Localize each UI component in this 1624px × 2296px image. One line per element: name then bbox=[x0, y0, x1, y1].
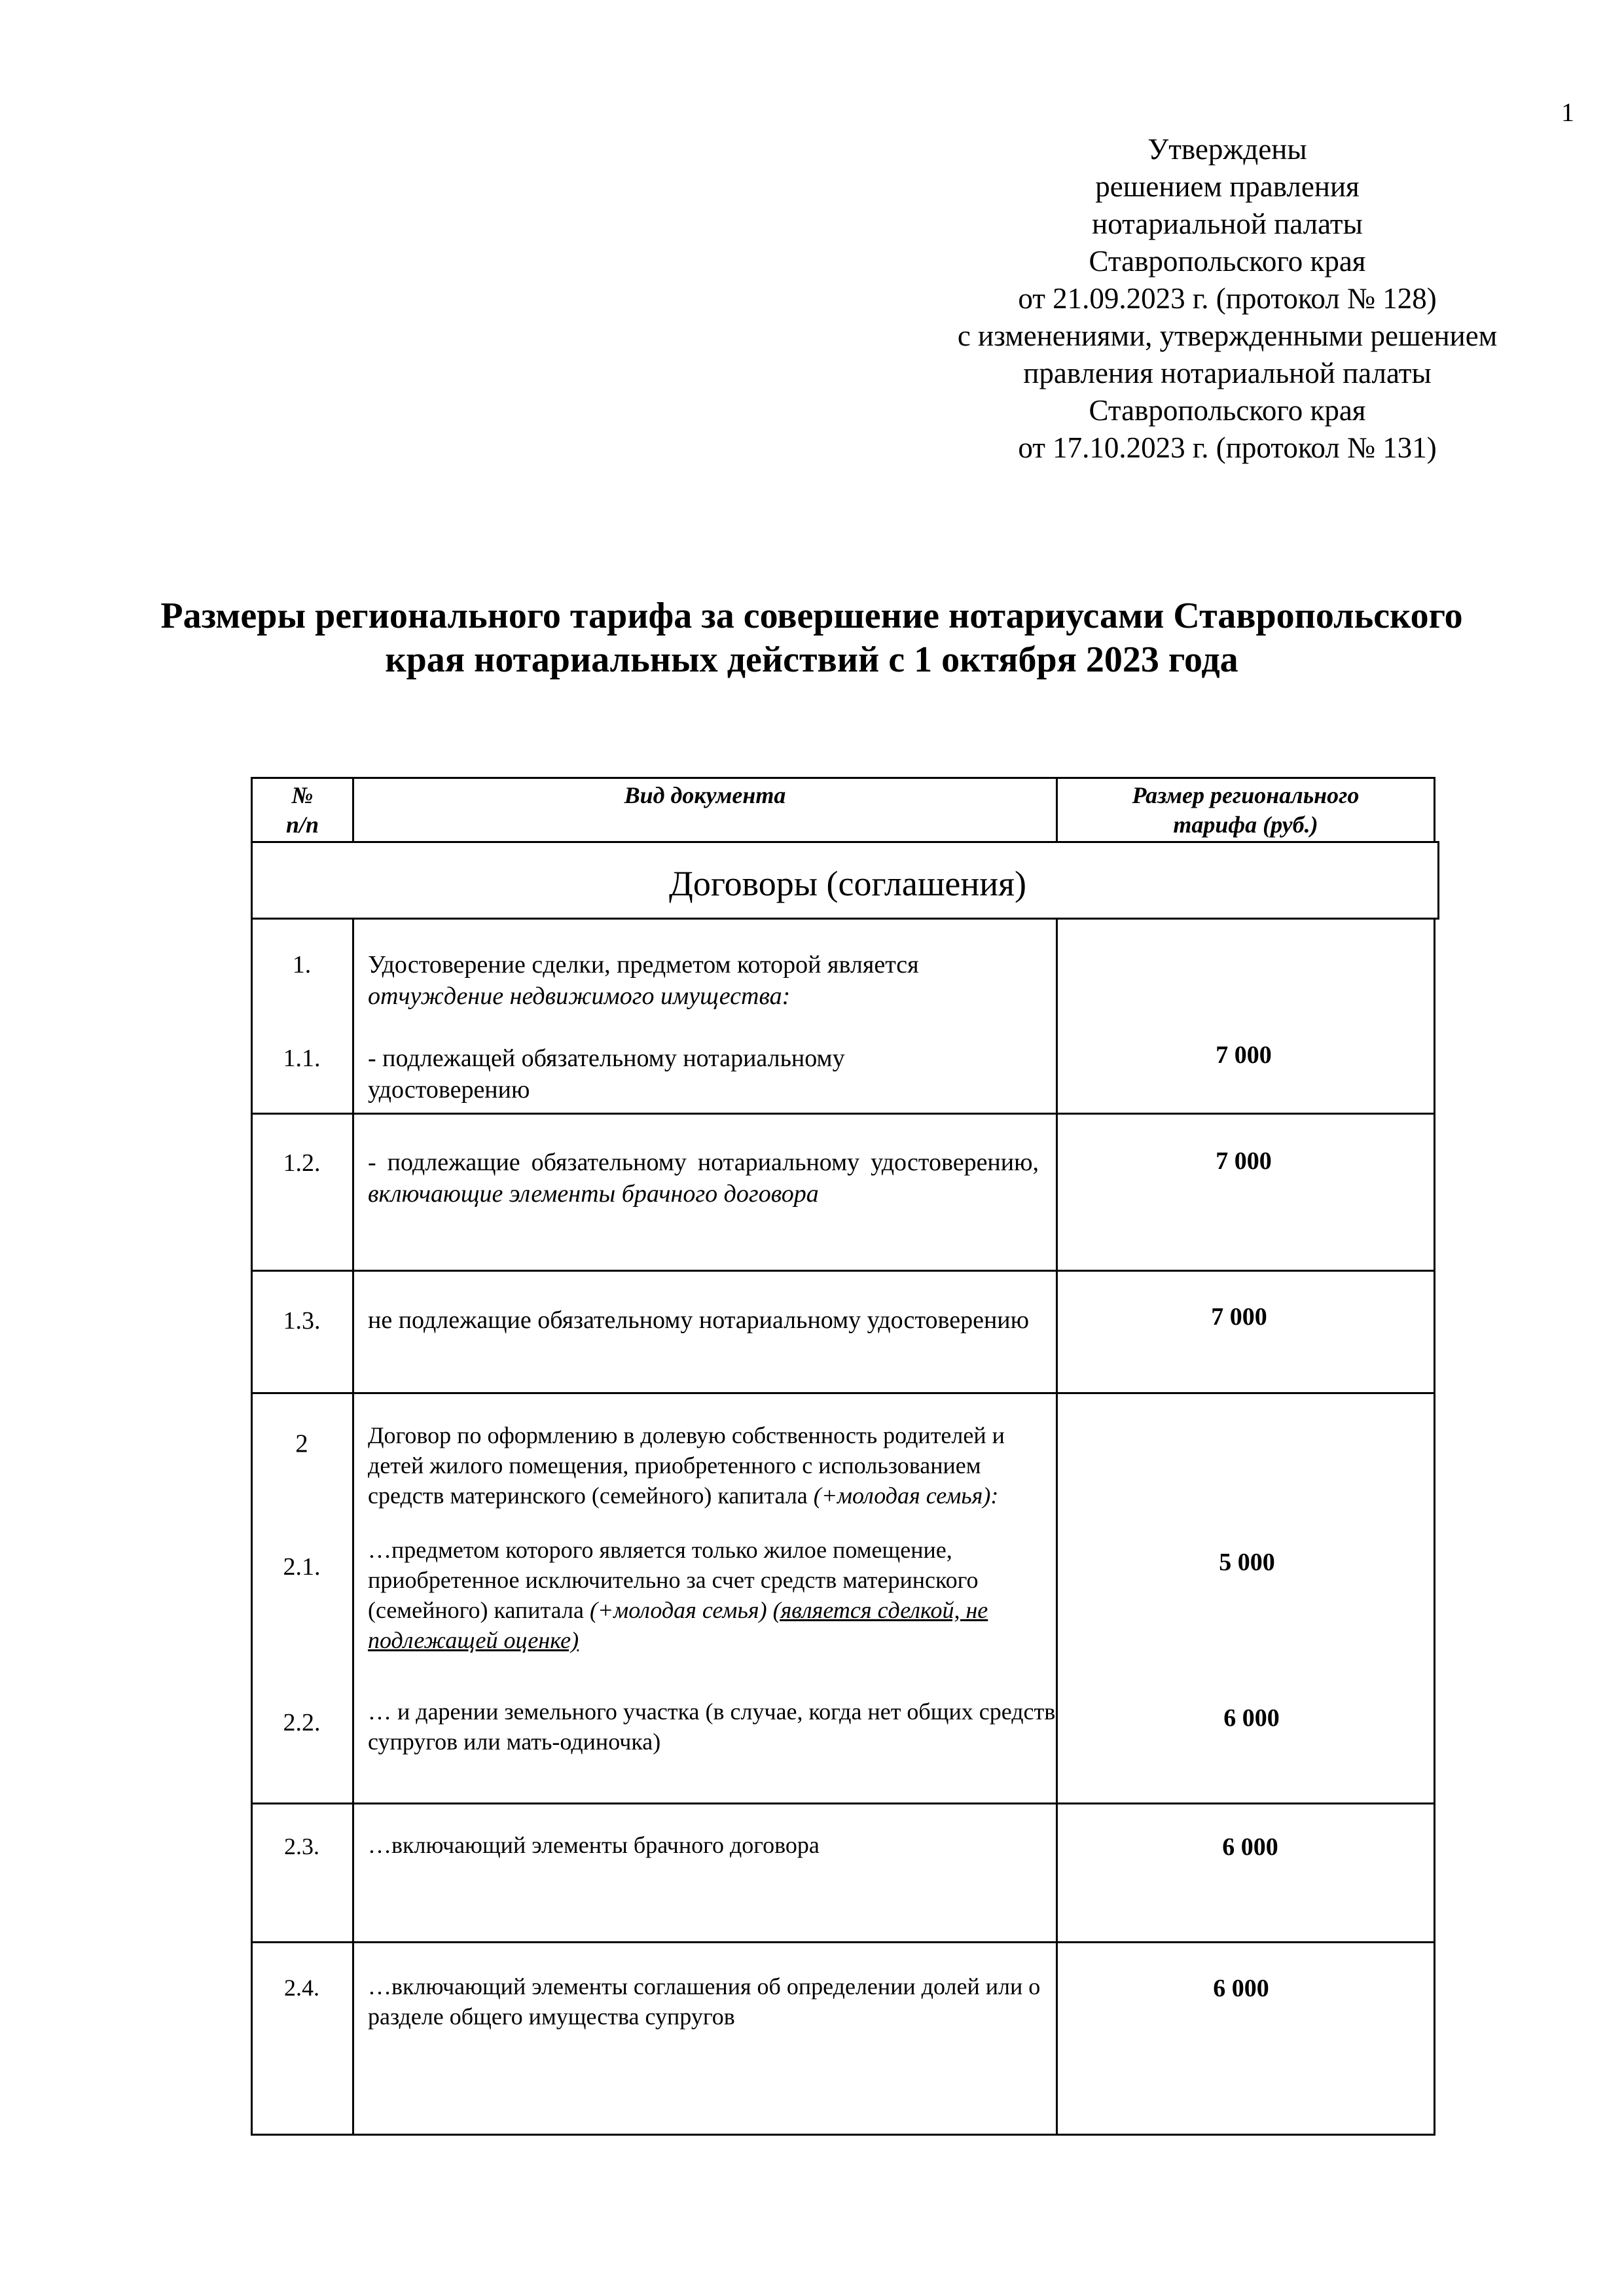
row-num: 1. bbox=[292, 951, 312, 978]
approval-line: Утверждены bbox=[1147, 133, 1307, 166]
row-num: 2.4. bbox=[284, 1975, 319, 2001]
row-text-plain: Договор по оформлению в долевую собственность родителей и детей жилого помещения, приобретенного с использованием средств материнского (семейного) капитала bbox=[368, 1422, 1005, 1509]
row-num: 1.3. bbox=[283, 1307, 321, 1335]
row-text: не подлежащие обязательному нотариальному удостоверению bbox=[368, 1306, 1030, 1334]
header-num-line1: № bbox=[291, 782, 314, 808]
row-num: 2 bbox=[295, 1429, 308, 1458]
tariff-value: 6 000 bbox=[1223, 1704, 1280, 1732]
row-num: 1.1. bbox=[283, 1045, 321, 1072]
table-border bbox=[251, 918, 1439, 920]
header-doc: Вид документа bbox=[624, 782, 786, 808]
row-text-plain: - подлежащие обязательному нотариальному удостоверению, bbox=[368, 1149, 1039, 1176]
tariff-value: 7 000 bbox=[1216, 1147, 1272, 1175]
header-num bbox=[253, 781, 352, 840]
title-line-2: края нотариальных действий с 1 октября 2023 года bbox=[385, 639, 1238, 680]
row-text-italic: (+молодая семья): bbox=[813, 1482, 999, 1509]
row-text bbox=[368, 1535, 1062, 1655]
row-text: …включающий элементы соглашения об определении долей или о разделе общего имущества супругов bbox=[368, 1973, 1041, 2030]
table-border bbox=[251, 841, 1439, 843]
approval-line: Ставропольского края bbox=[1089, 245, 1366, 278]
approval-line: с изменениями, утвержденными решением bbox=[957, 319, 1498, 352]
approval-line: от 21.09.2023 г. (протокол № 128) bbox=[1018, 282, 1437, 315]
table-border bbox=[251, 1941, 1435, 1943]
row-text-italic: включающие элементы брачного договора bbox=[368, 1180, 819, 1208]
approval-line: Ставропольского края bbox=[1089, 394, 1366, 427]
approval-line: решением правления bbox=[1095, 170, 1360, 203]
header-tariff-line1: Размер регионального bbox=[1132, 782, 1360, 808]
title-line-1: Размеры регионального тарифа за совершение нотариусами Ставропольского bbox=[160, 596, 1463, 636]
row-num: 2.1. bbox=[283, 1553, 321, 1581]
approval-line: нотариальной палаты bbox=[1092, 207, 1363, 240]
page-number: 1 bbox=[1561, 98, 1574, 127]
table-border bbox=[251, 1113, 1435, 1115]
tariff-value: 7 000 bbox=[1216, 1041, 1272, 1069]
row-text-plain: Удостоверение сделки, предметом которой является bbox=[368, 951, 919, 978]
header-num-line2: п/п bbox=[285, 812, 319, 838]
table-border bbox=[251, 1803, 1435, 1804]
row-text: …включающий элементы брачного договора bbox=[368, 1832, 820, 1858]
row-text: - подлежащей обязательному нотариальному удостоверению bbox=[368, 1045, 845, 1103]
table-border bbox=[1434, 777, 1435, 841]
section-title: Договоры (соглашения) bbox=[669, 864, 1026, 903]
approval-line: от 17.10.2023 г. (протокол № 131) bbox=[1018, 431, 1437, 464]
row-num: 2.3. bbox=[284, 1833, 319, 1859]
row-text bbox=[368, 1420, 1062, 1511]
tariff-value: 7 000 bbox=[1211, 1303, 1267, 1331]
tariff-value: 6 000 bbox=[1222, 1833, 1278, 1861]
approval-line: правления нотариальной палаты bbox=[1023, 357, 1432, 389]
tariff-value: 5 000 bbox=[1219, 1549, 1275, 1576]
table-border bbox=[251, 1270, 1435, 1272]
table-border bbox=[1434, 918, 1435, 2136]
row-text-plain: …предметом которого является только жилое помещение, приобретенное исключительно за счет средств материнского (семейного) капитала bbox=[368, 1537, 979, 1623]
row-text bbox=[368, 1147, 1039, 1210]
row-text-italic: отчуждение недвижимого имущества: bbox=[368, 982, 791, 1010]
table-border bbox=[251, 777, 1435, 779]
row-num: 1.2. bbox=[283, 1149, 321, 1177]
row-text: … и дарении земельного участка (в случае, когда нет общих средств супругов или мать-одиночка) bbox=[368, 1698, 1056, 1755]
row-text bbox=[368, 949, 1068, 1012]
tariff-value: 6 000 bbox=[1213, 1975, 1269, 2002]
header-tariff bbox=[1058, 781, 1434, 840]
row-text-underlined: (является сделкой, не подлежащей оценке) bbox=[368, 1597, 988, 1653]
header-tariff-line2: тарифа (руб.) bbox=[1173, 812, 1318, 838]
table-border bbox=[352, 918, 354, 2136]
row-text-italic: (+молодая семья) bbox=[589, 1597, 767, 1623]
table-border bbox=[251, 1392, 1435, 1394]
table-border bbox=[251, 2134, 1435, 2136]
table-border bbox=[1056, 918, 1058, 2136]
row-num: 2.2. bbox=[283, 1709, 321, 1736]
